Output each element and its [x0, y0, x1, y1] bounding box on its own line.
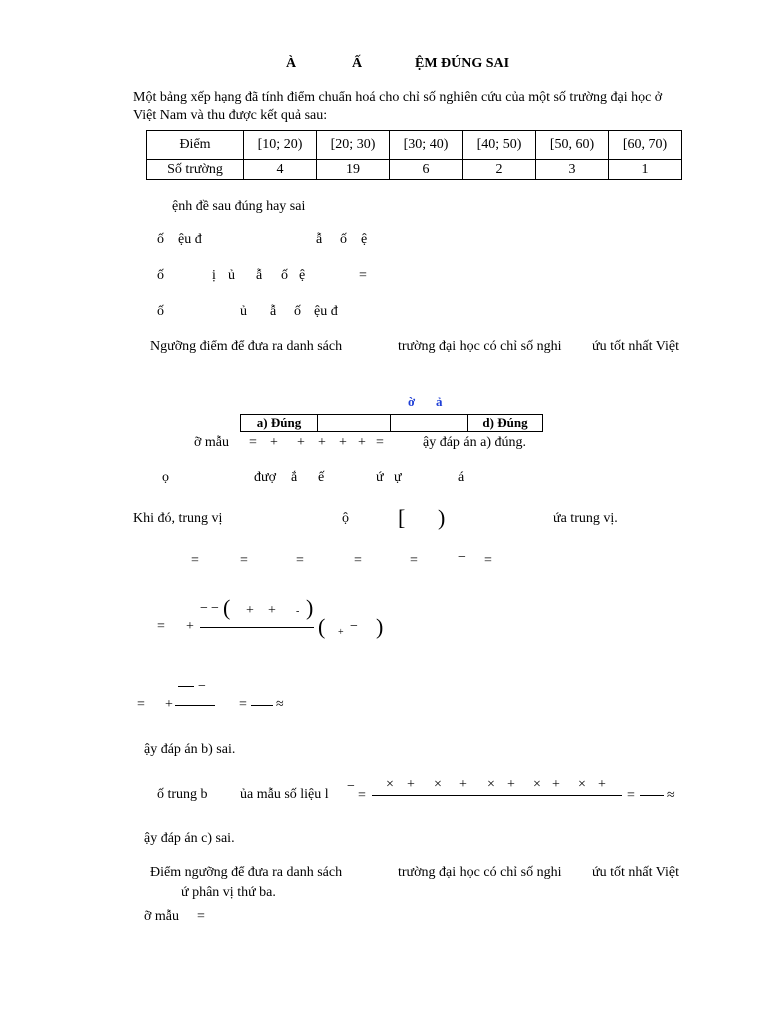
item-c-fragment: ố [157, 304, 164, 319]
item-a-fragment: ố [340, 232, 347, 247]
paren-open: ( [223, 595, 231, 620]
text-fragment: ắ [291, 470, 298, 485]
item-a-fragment: ệ [361, 232, 368, 247]
math-symbol: = [484, 553, 492, 568]
fraction-bar [372, 795, 622, 796]
table-cell: 19 [317, 160, 390, 180]
sample-size-label: ỡ mẫu [144, 909, 180, 924]
bracket-open: [ [398, 505, 406, 530]
median-intro: Khi đó, trung vị [133, 511, 223, 526]
sample-size-label: ỡ mẫu [194, 435, 230, 450]
text-fragment: đượ [254, 470, 276, 485]
item-c-fragment: ệu đ [314, 304, 338, 319]
fraction-bar [175, 705, 215, 706]
math-symbol: × [578, 777, 586, 792]
item-a-fragment: ệu đ [178, 232, 202, 247]
table-header-cell: [60, 70) [609, 131, 682, 160]
text-fragment: ứu tốt nhất Việt [592, 865, 679, 880]
math-symbol: - [296, 606, 300, 617]
math-symbol: = [197, 909, 205, 924]
item-d-fragment: trường đại học có chỉ số nghi [398, 339, 562, 354]
text-fragment: ứ phân vị thứ ba. [181, 885, 276, 900]
answer-table [240, 414, 543, 432]
math-symbol: + [407, 777, 415, 792]
text-fragment: á [458, 470, 465, 485]
math-symbol: × [533, 777, 541, 792]
math-symbol: − [211, 601, 219, 616]
math-symbol: = [627, 788, 635, 803]
math-symbol: + [270, 435, 278, 450]
math-symbol: + [598, 777, 606, 792]
math-symbol: − [458, 550, 466, 565]
paren-open: ( [318, 614, 326, 639]
frequency-table [146, 130, 682, 180]
math-symbol: + [246, 603, 254, 618]
intro-line-1: Một bảng xếp hạng đã tính điểm chuẩn hoá cho chỉ số nghiên cứu của một số trường đại học ở [133, 90, 663, 105]
math-symbol: + [186, 619, 194, 634]
answer-cell: a) Đúng [241, 415, 318, 432]
intro-line-2: Việt Nam và thu được kết quả sau: [133, 108, 328, 123]
table-header-cell: Điểm [147, 131, 244, 160]
paren-close: ) [438, 505, 446, 530]
math-symbol: + [318, 435, 326, 450]
math-symbol: + [338, 627, 344, 638]
item-a-fragment: ẫ [316, 232, 323, 247]
paren-close: ) [376, 614, 384, 639]
item-c-fragment: ố [294, 304, 301, 319]
item-b-fragment: = [359, 268, 367, 283]
table-cell: 2 [463, 160, 536, 180]
table-cell: 3 [536, 160, 609, 180]
title-part-1: À [286, 56, 297, 71]
table-cell: 6 [390, 160, 463, 180]
solution-heading-fragment: ả [436, 394, 443, 409]
math-symbol: = [240, 553, 248, 568]
math-symbol: = [249, 435, 257, 450]
item-c-fragment: ủ [240, 304, 247, 319]
math-symbol: × [487, 777, 495, 792]
solution-heading-fragment: ờ [408, 394, 416, 409]
table-row-label: Số trường [147, 160, 244, 180]
item-b-fragment: ị [212, 268, 216, 283]
text-fragment: trường đại học có chỉ số nghi [398, 865, 562, 880]
math-symbol: = [157, 619, 165, 634]
math-symbol: = [239, 697, 247, 712]
text-fragment: ứa trung vị. [553, 511, 618, 526]
math-symbol: + [507, 777, 515, 792]
table-header-cell: [40; 50) [463, 131, 536, 160]
fraction-bar [640, 795, 664, 796]
conclusion-b: ậy đáp án b) sai. [144, 742, 236, 757]
item-b-fragment: ệ [299, 268, 306, 283]
math-symbol: = [296, 553, 304, 568]
table-cell: 1 [609, 160, 682, 180]
text-fragment: ộ [342, 511, 349, 526]
text-fragment: ọ [162, 470, 169, 485]
item-b-fragment: ủ [228, 268, 235, 283]
fraction-bar [251, 705, 273, 706]
fraction-bar [200, 627, 314, 628]
text-fragment: ế [318, 470, 325, 485]
text-fragment: Điểm ngưỡng để đưa ra danh sách [150, 865, 343, 880]
table-header-cell: [20; 30) [317, 131, 390, 160]
math-symbol: ≈ [276, 697, 284, 712]
math-symbol: = [137, 697, 145, 712]
item-b-fragment: ẫ [256, 268, 263, 283]
math-symbol: = [191, 553, 199, 568]
table-header-cell: [10; 20) [244, 131, 317, 160]
text-fragment: ự [394, 470, 402, 485]
answer-row [241, 415, 543, 432]
math-symbol: = [376, 435, 384, 450]
title-part-3: ỆM ĐÚNG SAI [415, 56, 510, 71]
math-symbol: + [268, 603, 276, 618]
math-symbol: × [386, 777, 394, 792]
math-symbol: ≈ [667, 788, 675, 803]
item-a-fragment: ố [157, 232, 164, 247]
table-header-row [147, 131, 682, 160]
mean-label: ố trung b [157, 787, 208, 802]
math-symbol: = [358, 788, 366, 803]
math-symbol: = [410, 553, 418, 568]
table-cell: 4 [244, 160, 317, 180]
conclusion-a: ậy đáp án a) đúng. [423, 435, 527, 450]
answer-cell: d) Đúng [468, 415, 543, 432]
overline [178, 686, 194, 687]
answer-cell [391, 415, 468, 432]
math-symbol: + [459, 777, 467, 792]
math-symbol: × [434, 777, 442, 792]
answer-cell [318, 415, 391, 432]
math-symbol: + [552, 777, 560, 792]
math-symbol: + [339, 435, 347, 450]
table-header-cell: [30; 40) [390, 131, 463, 160]
text-fragment: ứ [376, 470, 384, 485]
math-symbol: − [198, 679, 206, 694]
math-symbol: + [165, 697, 173, 712]
item-d-fragment: ứu tốt nhất Việt [592, 339, 679, 354]
math-symbol: − [347, 779, 355, 794]
item-b-fragment: ố [157, 268, 164, 283]
math-symbol: − [200, 601, 208, 616]
item-c-fragment: ẫ [270, 304, 277, 319]
mean-label: ủa mẫu số liệu l [240, 787, 329, 802]
conclusion-c: ậy đáp án c) sai. [144, 831, 235, 846]
item-d-fragment: Ngưỡng điểm để đưa ra danh sách [150, 339, 343, 354]
table-row [147, 160, 682, 180]
question-text: ệnh đề sau đúng hay sai [172, 199, 306, 214]
item-b-fragment: ố [281, 268, 288, 283]
math-symbol: = [354, 553, 362, 568]
math-symbol: + [297, 435, 305, 450]
math-symbol: − [350, 619, 358, 634]
table-header-cell: [50, 60) [536, 131, 609, 160]
title-part-2: Ấ [352, 56, 363, 71]
paren-close: ) [306, 595, 314, 620]
math-symbol: + [358, 435, 366, 450]
